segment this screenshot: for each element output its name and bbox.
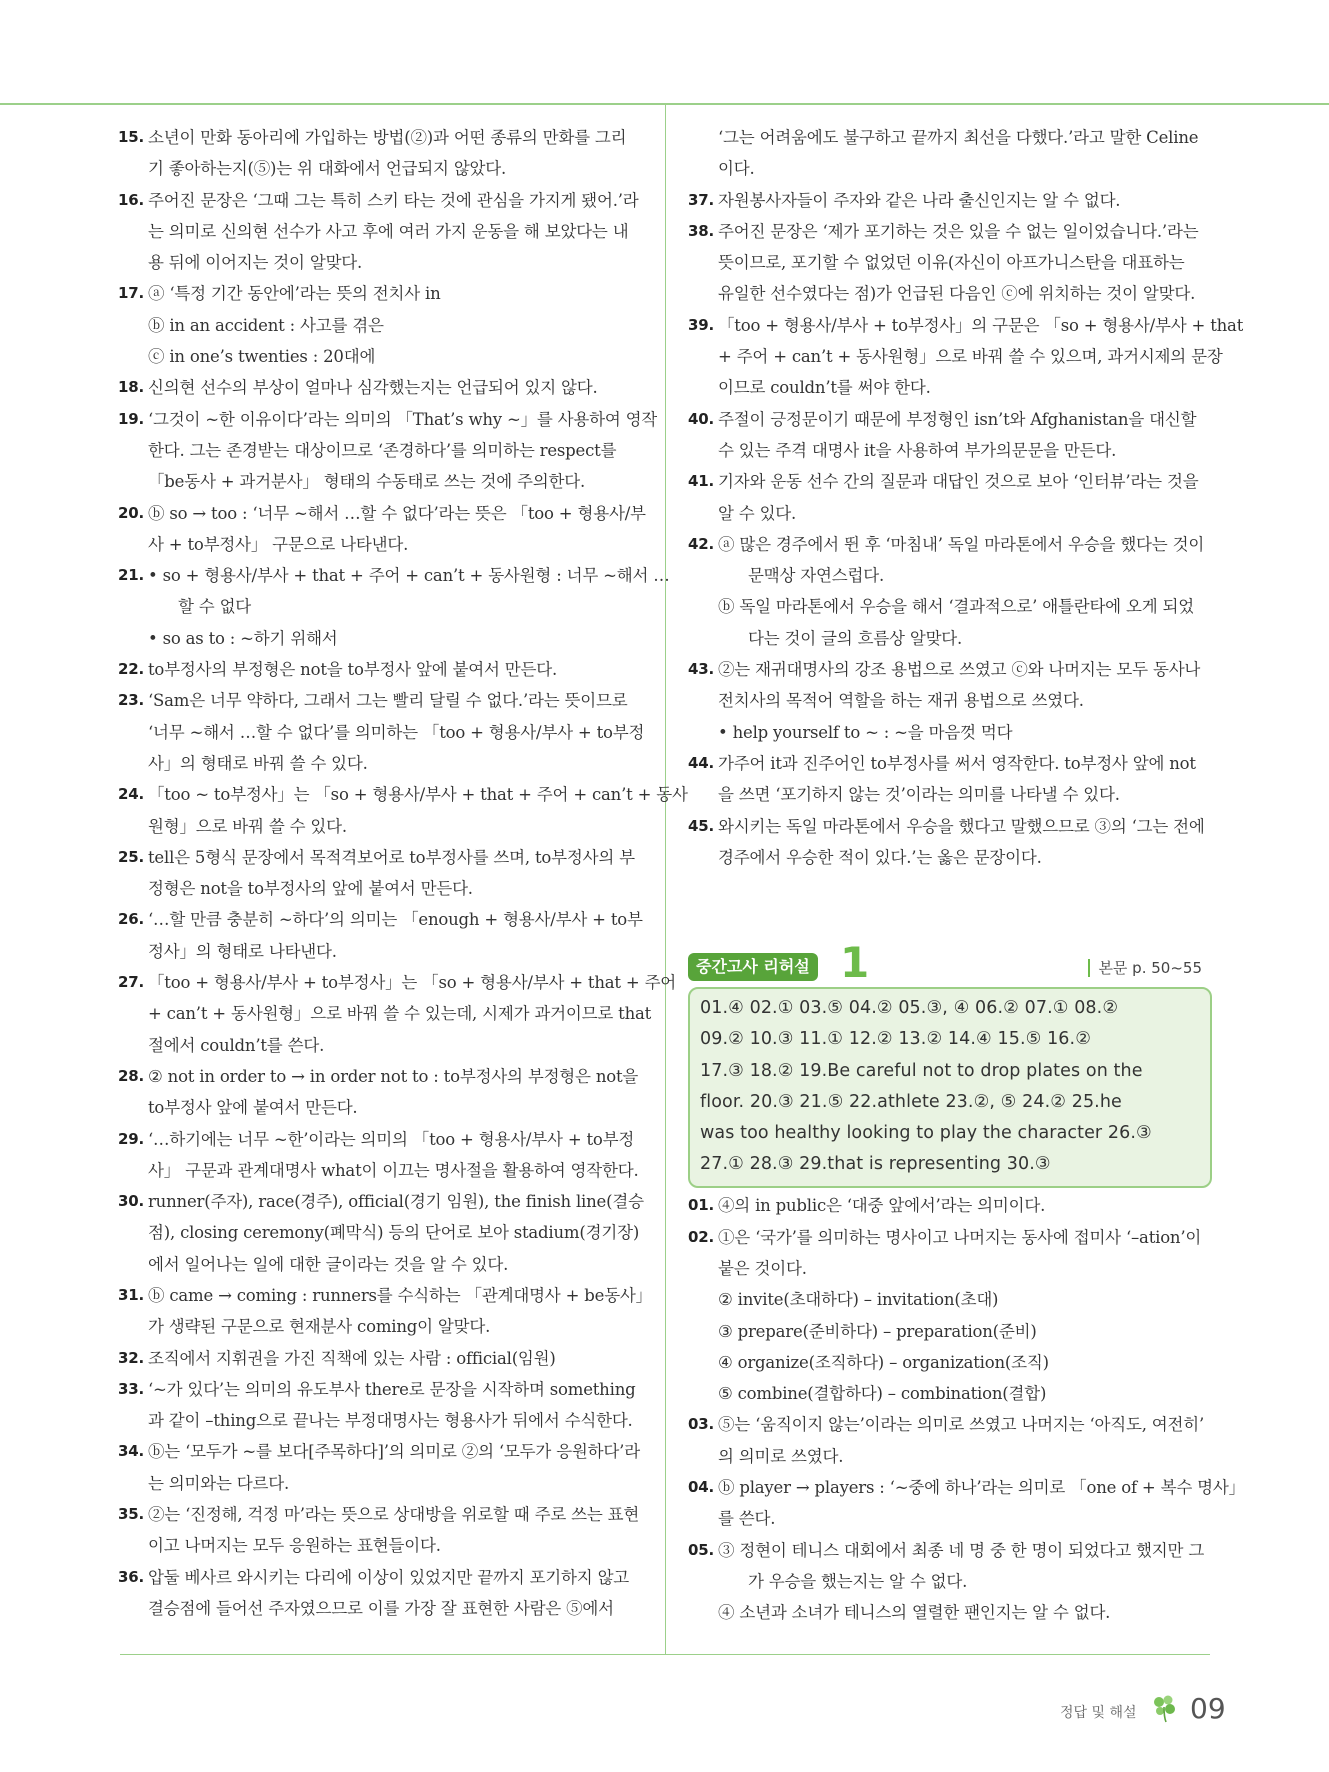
- explanation-item: [118, 1374, 642, 1437]
- text-line: 문맥상 자연스럽다.: [748, 566, 885, 586]
- text-line: ⓑ came → coming : runners를 수식하는 「관계대명사 + be동사」: [148, 1285, 652, 1305]
- explanation-item: [118, 685, 645, 779]
- footer-label: 정답 및 해설: [1060, 1705, 1137, 1721]
- text-line: 이고 나머지는 모두 응원하는 표현들이다.: [148, 1536, 441, 1556]
- text-line: 「be동사 + 과거분사」 형태의 수동태로 쓰는 것에 주의한다.: [148, 472, 586, 492]
- text-line: ②는 재귀대명사의 강조 용법으로 쓰였고 ⓒ와 나머지는 모두 동사나: [718, 660, 1201, 680]
- question-number: [688, 122, 718, 185]
- text-line: ③ 정현이 테니스 대회에서 최종 네 명 중 한 명이 되었다고 했지만 그: [718, 1540, 1205, 1560]
- explanation-text: [148, 278, 642, 372]
- question-number: 44.: [688, 753, 714, 772]
- text-line: • help yourself to ~ : ~을 마음껏 먹다: [718, 722, 1013, 742]
- text-line: ⓐ ‘특정 기간 동안에’라는 뜻의 전치사 in: [148, 284, 441, 304]
- question-number: 05.: [688, 1540, 714, 1559]
- explanation-text: [718, 748, 1212, 811]
- text-line: ‘Sam은 너무 약하다, 그래서 그는 빨리 달릴 수 없다.’라는 뜻이므로: [148, 691, 628, 711]
- review-section-header: [688, 938, 1212, 988]
- explanation-text: [148, 779, 688, 842]
- explanation-text: [718, 216, 1212, 310]
- text-line: + can’t + 동사원형」으로 바꿔 쓸 수 있는데, 시제가 과거이므로 that: [148, 1004, 652, 1024]
- text-line: 주어진 문장은 ‘그때 그는 특히 스키 타는 것에 관심을 가지게 됐어.’라: [148, 190, 639, 210]
- explanation-text: [718, 1190, 1212, 1221]
- text-line: ‘그것이 ~한 이유이다’라는 의미의 「That’s why ~」를 사용하여 영작: [148, 409, 658, 429]
- question-number: 37.: [688, 190, 714, 209]
- explanation-text: [148, 842, 642, 905]
- text-line: 정형은 not을 to부정사의 앞에 붙여서 만든다.: [148, 879, 473, 899]
- explanation-item: [688, 466, 1212, 529]
- explanation-text: [718, 1222, 1212, 1410]
- text-line: ⓑ so → too : ‘너무 ~해서 …할 수 없다’라는 뜻은 「too + 형용사/부: [148, 503, 646, 523]
- text-line: 「too + 형용사/부사 + to부정사」는 「so + 형용사/부사 + that + 주어: [148, 973, 677, 993]
- explanation-text: [718, 404, 1212, 467]
- question-number: 04.: [688, 1478, 714, 1497]
- explanation-text: [718, 1472, 1245, 1535]
- question-number: 16.: [118, 190, 144, 209]
- text-line: ⑤ combine(결합하다) – combination(결합): [718, 1384, 1047, 1404]
- question-number: 39.: [688, 315, 714, 334]
- question-number: 24.: [118, 785, 144, 804]
- explanation-item: [688, 1535, 1212, 1629]
- text-line: ③ prepare(준비하다) – preparation(준비): [718, 1321, 1037, 1341]
- leaf-icon: [1150, 1693, 1178, 1723]
- text-line: to부정사 앞에 붙여서 만든다.: [148, 1098, 358, 1118]
- text-line: 용 뒤에 이어지는 것이 알맞다.: [148, 253, 363, 273]
- question-number: 27.: [118, 973, 144, 992]
- explanation-text: [718, 811, 1212, 874]
- question-number: 15.: [118, 128, 144, 146]
- answer-key-line: 09.② 10.③ 11.① 12.② 13.② 14.④ 15.⑤ 16.②: [700, 1029, 1091, 1050]
- question-number: 28.: [118, 1066, 144, 1085]
- explanation-text: [718, 529, 1212, 654]
- explanation-text: [718, 654, 1212, 748]
- question-number: 19.: [118, 409, 144, 428]
- text-line: ①은 ‘국가’를 의미하는 명사이고 나머지는 동사에 접미사 ‘–ation’이: [718, 1227, 1202, 1247]
- text-line: ⓑ는 ‘모두가 ~를 보다[주목하다]’의 의미로 ②의 ‘모두가 응원하다’라: [148, 1442, 640, 1462]
- explanation-text: [718, 122, 1212, 185]
- text-line: 이므로 couldn’t를 써야 한다.: [718, 378, 931, 398]
- text-line: 이다.: [718, 159, 755, 179]
- question-number: 35.: [118, 1505, 144, 1524]
- question-number: 42.: [688, 534, 714, 553]
- explanation-item: [688, 185, 1212, 216]
- explanation-item: [118, 1280, 652, 1343]
- text-line: ‘~가 있다’는 의미의 유도부사 there로 문장을 시작하며 something: [148, 1379, 636, 1399]
- explanation-item: [688, 1472, 1245, 1535]
- question-number: 36.: [118, 1567, 144, 1586]
- question-number: 31.: [118, 1285, 144, 1304]
- explanation-text: [718, 1409, 1212, 1472]
- explanation-item: [118, 1499, 642, 1562]
- text-line: 의 의미로 쓰였다.: [718, 1446, 844, 1466]
- explanation-item: [118, 1186, 642, 1280]
- text-line: ⓑ 독일 마라톤에서 우승을 해서 ‘결과적으로’ 애틀란타에 오게 되었: [718, 597, 1194, 617]
- text-line: 「too + 형용사/부사 + to부정사」의 구문은 「so + 형용사/부사 + that: [718, 315, 1244, 335]
- text-line: 원형」으로 바꿔 쓸 수 있다.: [148, 816, 347, 836]
- text-line: to부정사의 부정형은 not을 to부정사 앞에 붙여서 만든다.: [148, 660, 558, 680]
- text-line: 는 의미로 신의현 선수가 사고 후에 여러 가지 운동을 해 보았다는 내: [148, 221, 629, 241]
- question-number: 26.: [118, 910, 144, 929]
- text-line: ④ 소년과 소녀가 테니스의 열렬한 팬인지는 알 수 없다.: [718, 1603, 1111, 1623]
- question-number: 25.: [118, 847, 144, 866]
- question-number: 22.: [118, 660, 144, 679]
- question-number: 03.: [688, 1415, 714, 1434]
- text-line: 경주에서 우승한 적이 있다.’는 옳은 문장이다.: [718, 847, 1042, 867]
- text-line: • so as to : ~하기 위해서: [148, 628, 338, 648]
- review-badge: 중간고사 리허설: [688, 953, 818, 981]
- explanation-item: [118, 278, 642, 372]
- explanation-text: [718, 310, 1243, 404]
- explanation-text: [148, 1436, 642, 1499]
- explanation-text: [148, 560, 670, 654]
- explanation-item: [118, 498, 646, 561]
- text-line: ④ organize(조직하다) – organization(조직): [718, 1352, 1049, 1372]
- explanation-item: [118, 185, 642, 279]
- question-number: 40.: [688, 409, 714, 428]
- right-column: [688, 122, 1245, 1629]
- question-number: 20.: [118, 503, 144, 522]
- answer-key-line: was too healthy looking to play the character 26.③: [700, 1122, 1152, 1143]
- explanation-item: [688, 122, 1212, 185]
- explanation-text: [148, 967, 676, 1061]
- explanation-text: [148, 1499, 642, 1562]
- question-number: 18.: [118, 378, 144, 397]
- explanation-item: [688, 404, 1212, 467]
- text-line: • so + 형용사/부사 + that + 주어 + can’t + 동사원형 : 너무 ~해서 …: [148, 566, 670, 586]
- left-column: [118, 122, 688, 1624]
- text-line: 와시키는 독일 마라톤에서 우승을 했다고 말했으므로 ③의 ‘그는 전에: [718, 816, 1205, 836]
- text-line: 사 + to부정사」 구문으로 나타낸다.: [148, 534, 409, 554]
- text-line: 는 의미와는 다르다.: [148, 1473, 290, 1493]
- text-line: ⓑ in an accident : 사고를 겪은: [148, 315, 384, 335]
- text-line: ‘…할 만큼 충분히 ~하다’의 의미는 「enough + 형용사/부사 + to부: [148, 910, 643, 930]
- text-line: 수 있는 주격 대명사 it을 사용하여 부가의문문을 만든다.: [718, 440, 1117, 460]
- answer-key-line: 27.① 28.③ 29.that is representing 30.③: [700, 1154, 1051, 1175]
- explanation-item: [688, 1222, 1212, 1410]
- text-line: 주절이 긍정문이기 때문에 부정형인 isn’t와 Afghanistan을 대신할: [718, 409, 1197, 429]
- text-line: 뜻이므로, 포기할 수 없었던 이유(자신이 아프가니스탄을 대표하는: [718, 253, 1185, 273]
- explanation-item: [688, 1190, 1212, 1221]
- explanation-item: [118, 1436, 642, 1499]
- answer-key-box: [688, 987, 1212, 1188]
- explanation-text: [148, 1061, 642, 1124]
- text-line: 를 쓴다.: [718, 1509, 776, 1529]
- answer-key-line: floor. 20.③ 21.⑤ 22.athlete 23.②, ⑤ 24.② 25.he: [700, 1091, 1122, 1112]
- text-line: 가 우승을 했는지는 알 수 없다.: [748, 1571, 968, 1591]
- text-line: 과 같이 –thing으로 끝나는 부정대명사는 형용사가 뒤에서 수식한다.: [148, 1411, 633, 1431]
- column-divider: [665, 103, 666, 1654]
- explanation-item: [688, 1409, 1212, 1472]
- question-number: 01.: [688, 1196, 714, 1215]
- explanation-text: [718, 1535, 1212, 1629]
- text-line: 기 좋아하는지(⑤)는 위 대화에서 언급되지 않았다.: [148, 159, 507, 179]
- text-line: tell은 5형식 문장에서 목적격보어로 to부정사를 쓰며, to부정사의 부: [148, 847, 635, 867]
- explanation-item: [118, 904, 642, 967]
- text-line: ‘그는 어려움에도 불구하고 끝까지 최선을 다했다.’라고 말한 Celine: [718, 128, 1199, 147]
- explanation-item: [118, 1061, 642, 1124]
- question-number: 17.: [118, 284, 144, 303]
- text-line: 조직에서 지휘권을 가진 직책에 있는 사람 : official(임원): [148, 1348, 556, 1368]
- explanation-item: [688, 529, 1212, 654]
- explanation-text: [148, 904, 643, 967]
- text-line: ⑤는 ‘움직이지 않는’이라는 의미로 쓰였고 나머지는 ‘아직도, 여전히’: [718, 1415, 1205, 1435]
- text-line: 기자와 운동 선수 간의 질문과 대답인 것으로 보아 ‘인터뷰’라는 것을: [718, 472, 1199, 492]
- question-number: 23.: [118, 691, 144, 710]
- text-line: 점), closing ceremony(폐막식) 등의 단어로 보아 stadium(경기장): [148, 1223, 640, 1243]
- question-number: 02.: [688, 1227, 714, 1246]
- explanation-text: [148, 372, 642, 403]
- explanation-item: [118, 560, 670, 654]
- explanation-text: [148, 1280, 652, 1343]
- text-line: 결승점에 들어선 주자였으므로 이를 가장 잘 표현한 사람은 ⑤에서: [148, 1598, 614, 1618]
- text-line: + 주어 + can’t + 동사원형」으로 바꿔 쓸 수 있으며, 과거시제의 문장: [718, 347, 1223, 367]
- explanation-item: [688, 216, 1212, 310]
- question-number: 32.: [118, 1348, 144, 1367]
- answer-key-line: 17.③ 18.② 19.Be careful not to drop plates on the: [700, 1060, 1143, 1081]
- text-line: ‘너무 ~해서 …할 수 없다’를 의미하는 「too + 형용사/부사 + to부정: [148, 722, 645, 742]
- explanation-text: [148, 1124, 642, 1187]
- explanation-item: [118, 842, 642, 905]
- question-number: 34.: [118, 1442, 144, 1461]
- text-line: 사」의 형태로 바꿔 쓸 수 있다.: [148, 753, 368, 773]
- text-line: 알 수 있다.: [718, 503, 797, 523]
- question-number: 29.: [118, 1129, 144, 1148]
- text-line: ② not in order to → in order not to : to부정사의 부정형은 not을: [148, 1066, 639, 1086]
- text-line: 신의현 선수의 부상이 얼마나 심각했는지는 언급되어 있지 않다.: [148, 378, 598, 398]
- explanation-text: [148, 498, 646, 561]
- explanation-text: [148, 1562, 642, 1625]
- answer-key-line: 01.④ 02.① 03.⑤ 04.② 05.③, ④ 06.② 07.① 08.②: [700, 998, 1119, 1019]
- explanation-item: [688, 748, 1212, 811]
- explanation-item: [688, 310, 1244, 404]
- explanation-item: [688, 811, 1212, 874]
- explanation-text: [148, 185, 642, 279]
- text-line: 사」 구문과 관계대명사 what이 이끄는 명사절을 활용하여 영작한다.: [148, 1160, 639, 1180]
- explanation-item: [118, 122, 642, 185]
- bottom-rule: [120, 1654, 1210, 1655]
- text-line: ⓑ player → players : ‘~중에 하나’라는 의미로 「one of + 복수 명사」: [718, 1478, 1245, 1498]
- page-reference: 본문 p. 50~55: [1088, 959, 1202, 977]
- explanation-text: [718, 185, 1212, 216]
- explanation-item: [118, 654, 642, 685]
- explanation-text: [148, 122, 642, 185]
- text-line: ‘…하기에는 너무 ~한’이라는 의미의 「too + 형용사/부사 + to부정: [148, 1129, 635, 1149]
- text-line: 붙은 것이다.: [718, 1258, 807, 1278]
- explanation-text: [148, 654, 642, 685]
- review-explanations: [688, 1190, 1245, 1628]
- explanation-item: [118, 1562, 642, 1625]
- text-line: ②는 ‘진정해, 걱정 마’라는 뜻으로 상대방을 위로할 때 주로 쓰는 표현: [148, 1505, 640, 1525]
- explanation-item: [118, 1124, 642, 1187]
- page-number: 09: [1190, 1692, 1226, 1725]
- question-number: 21.: [118, 566, 144, 585]
- text-line: ④의 in public은 ‘대중 앞에서’라는 의미이다.: [718, 1196, 1046, 1216]
- text-line: 한다. 그는 존경받는 대상이므로 ‘존경하다’를 의미하는 respect를: [148, 440, 617, 460]
- text-line: 압둘 베사르 와시키는 다리에 이상이 있었지만 끝까지 포기하지 않고: [148, 1567, 630, 1587]
- question-number: 41.: [688, 472, 714, 491]
- question-number: 30.: [118, 1192, 144, 1211]
- text-line: runner(주자), race(경주), official(경기 임원), the finish line(결승: [148, 1192, 644, 1212]
- text-line: 자원봉사자들이 주자와 같은 나라 출신인지는 알 수 없다.: [718, 190, 1121, 210]
- text-line: 할 수 없다: [178, 597, 252, 617]
- text-line: 유일한 선수였다는 점)가 언급된 다음인 ⓒ에 위치하는 것이 알맞다.: [718, 284, 1196, 304]
- explanation-item: [688, 654, 1212, 748]
- question-number: 43.: [688, 660, 714, 679]
- explanation-item: [118, 1343, 642, 1374]
- explanation-text: [148, 1343, 642, 1374]
- text-line: ⓒ in one’s twenties : 20대에: [148, 347, 376, 367]
- explanation-text: [148, 1374, 642, 1437]
- text-line: ② invite(초대하다) – invitation(초대): [718, 1290, 999, 1310]
- explanation-text: [148, 685, 644, 779]
- text-line: 소년이 만화 동아리에 가입하는 방법(②)과 어떤 종류의 만화를 그리: [148, 128, 627, 147]
- question-number: 38.: [688, 221, 714, 240]
- text-line: 에서 일어나는 일에 대한 글이라는 것을 알 수 있다.: [148, 1254, 509, 1274]
- text-line: ⓐ 많은 경주에서 뛴 후 ‘마침내’ 독일 마라톤에서 우승을 했다는 것이: [718, 534, 1205, 554]
- text-line: 주어진 문장은 ‘제가 포기하는 것은 있을 수 없는 일이었습니다.’라는: [718, 221, 1199, 241]
- explanation-item: [118, 779, 688, 842]
- text-line: 가 생략된 구문으로 현재분사 coming이 알맞다.: [148, 1317, 491, 1337]
- explanation-item: [118, 967, 677, 1061]
- explanation-text: [148, 1186, 644, 1280]
- text-line: 「too ~ to부정사」는 「so + 형용사/부사 + that + 주어 + can’t + 동사: [148, 785, 688, 805]
- question-number: 45.: [688, 816, 714, 835]
- text-line: 가주어 it과 진주어인 to부정사를 써서 영작한다. to부정사 앞에 not: [718, 753, 1196, 773]
- explanation-text: [148, 404, 657, 498]
- text-line: 다는 것이 글의 흐름상 알맞다.: [748, 628, 963, 648]
- text-line: 정사」의 형태로 나타낸다.: [148, 941, 337, 961]
- answer-explanations-continued: [688, 122, 1244, 873]
- explanation-item: [118, 372, 642, 403]
- text-line: 전치사의 목적어 역할을 하는 재귀 용법으로 쓰였다.: [718, 691, 1084, 711]
- explanation-item: [118, 404, 658, 498]
- explanation-text: [718, 466, 1212, 529]
- text-line: 절에서 couldn’t를 쓴다.: [148, 1035, 325, 1055]
- review-number: 1: [840, 938, 870, 988]
- question-number: 33.: [118, 1379, 144, 1398]
- text-line: 을 쓰면 ‘포기하지 않는 것’이라는 의미를 나타낼 수 있다.: [718, 785, 1120, 805]
